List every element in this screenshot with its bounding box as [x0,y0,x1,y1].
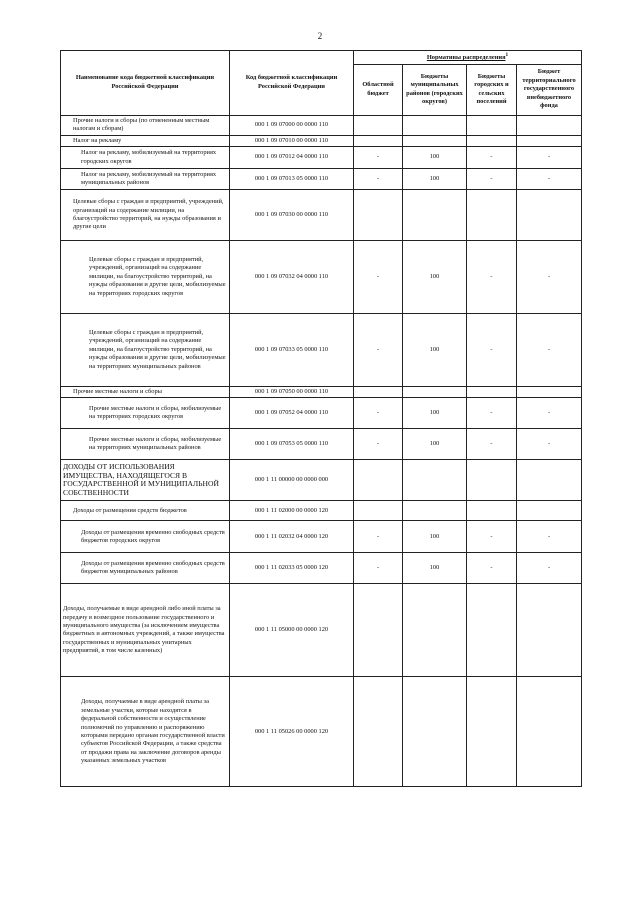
table-row [61,147,582,169]
row-name: Доходы от размещения временно свободных средств бюджетов муниципальных районов [61,553,230,584]
table-row [61,135,582,146]
row-code: 000 1 11 02033 05 0000 120 [230,553,354,584]
row-name: Налог на рекламу [61,135,230,146]
row-settlements: - [467,553,517,584]
row-name: Доходы от размещения средств бюджетов [61,501,230,521]
table-row [61,501,582,521]
row-settlements [467,190,517,241]
row-settlements: - [467,521,517,553]
row-code: 000 1 11 05026 00 0000 120 [230,677,354,787]
row-fund: - [517,398,582,429]
row-code: 000 1 09 07013 05 0000 110 [230,169,354,190]
table-row [61,387,582,398]
row-fund [517,584,582,677]
row-settlements [467,501,517,521]
row-code: 000 1 09 07052 04 0000 110 [230,398,354,429]
row-settlements: - [467,314,517,387]
row-regional [354,135,403,146]
page-number: 2 [317,31,323,41]
row-regional: - [354,169,403,190]
row-municipal: 100 [403,398,467,429]
table-row [61,429,582,460]
row-fund [517,115,582,135]
row-name: Доходы, получаемые в виде арендной либо иной платы за передачу в возмездное пользование государственного и муниципального имущества (за исключением имущества бюджетных и автономных учреждений, а также имущества государственных и муниципальных унитарных предприятий, в том числе казенных) [61,584,230,677]
row-name: Целевые сборы с граждан и предприятий, учреждений, организаций на содержание милиции, на благоустройство территорий, на нужды образования и другие цели, мобилизуемые на территориях муниципальных районов [61,314,230,387]
row-code: 000 1 09 07012 04 0000 110 [230,147,354,169]
row-name: Доходы, получаемые в виде арендной платы за земельные участки, которые находятся в федеральной собственности и осуществление полномочий по управлению и распоряжению которыми передано органам государственной власти субъектов Российской Федерации, а также средства от продажи права на заключение договоров аренды указанных земельных участков [61,677,230,787]
row-regional: - [354,521,403,553]
row-fund [517,387,582,398]
row-regional: - [354,314,403,387]
row-regional [354,190,403,241]
table-row [61,521,582,553]
row-code: 000 1 11 02000 00 0000 120 [230,501,354,521]
row-settlements [467,135,517,146]
row-name: Целевые сборы с граждан и предприятий, учреждений, организаций на содержание милиции, на благоустройство территорий, на нужды образования и другие цели, мобилизуемые на территориях городских округов [61,241,230,314]
row-municipal: 100 [403,314,467,387]
row-name: Целевые сборы с граждан и предприятий, учреждений, организаций на содержание милиции, на благоустройство территорий, на нужды образования и другие цели [61,190,230,241]
row-municipal [403,135,467,146]
header-norms [354,51,582,65]
row-fund: - [517,521,582,553]
row-name: Прочие налоги и сборы (по отмененным местным налогам и сборам) [61,115,230,135]
row-regional [354,584,403,677]
row-regional [354,501,403,521]
header-municipal: Бюджеты муниципальных районов (городских округов) [403,64,467,115]
row-settlements: - [467,429,517,460]
row-municipal: 100 [403,147,467,169]
row-name: Налог на рекламу, мобилизуемый на территориях городских округов [61,147,230,169]
row-fund: - [517,553,582,584]
row-municipal: 100 [403,521,467,553]
header-code: Код бюджетной классификации Российской Федерации [230,51,354,116]
row-code: 000 1 09 07032 04 0000 110 [230,241,354,314]
row-regional: - [354,398,403,429]
row-regional [354,387,403,398]
row-municipal: 100 [403,169,467,190]
row-code: 000 1 09 07010 00 0000 110 [230,135,354,146]
row-municipal [403,115,467,135]
row-regional [354,677,403,787]
table-row [61,677,582,787]
row-settlements: - [467,398,517,429]
row-name: Прочие местные налоги и сборы, мобилизуемые на территориях муниципальных районов [61,429,230,460]
table-row [61,190,582,241]
row-regional [354,115,403,135]
table-row [61,169,582,190]
row-code: 000 1 11 05000 00 0000 120 [230,584,354,677]
row-settlements [467,677,517,787]
row-fund [517,460,582,501]
row-fund [517,135,582,146]
row-fund: - [517,241,582,314]
row-municipal: 100 [403,429,467,460]
row-settlements [467,387,517,398]
header-settlements: Бюджеты городских и сельских поселений [467,64,517,115]
row-settlements [467,460,517,501]
table-row [61,115,582,135]
row-code: 000 1 09 07030 00 0000 110 [230,190,354,241]
row-settlements: - [467,147,517,169]
header-norms-label: Нормативы распределения [426,54,506,62]
row-name: Налог на рекламу, мобилизуемый на территориях муниципальных районов [61,169,230,190]
row-name: Прочие местные налоги и сборы [61,387,230,398]
row-code: 000 1 09 07050 00 0000 110 [230,387,354,398]
row-fund [517,501,582,521]
row-regional: - [354,241,403,314]
row-name: Доходы от размещения временно свободных средств бюджетов городских округов [61,521,230,553]
row-settlements: - [467,169,517,190]
row-settlements: - [467,241,517,314]
row-name: ДОХОДЫ ОТ ИСПОЛЬЗОВАНИЯ ИМУЩЕСТВА, НАХОДЯЩЕГОСЯ В ГОСУДАРСТВЕННОЙ И МУНИЦИПАЛЬНОЙ СОБСТВЕННОСТИ [61,460,230,501]
header-regional: Областной бюджет [354,64,403,115]
row-fund: - [517,147,582,169]
row-municipal [403,584,467,677]
table-row [61,398,582,429]
row-municipal: 100 [403,241,467,314]
row-municipal [403,190,467,241]
table-row [61,314,582,387]
row-code: 000 1 09 07000 00 0000 110 [230,115,354,135]
row-code: 000 1 11 02032 04 0000 120 [230,521,354,553]
row-municipal [403,460,467,501]
row-code: 000 1 09 07033 05 0000 110 [230,314,354,387]
budget-classification-table [60,50,582,787]
row-municipal [403,501,467,521]
header-norms-footnote: 1 [505,52,509,58]
table-row [61,241,582,314]
row-settlements [467,115,517,135]
row-fund: - [517,314,582,387]
row-code: 000 1 09 07053 05 0000 110 [230,429,354,460]
row-settlements [467,584,517,677]
table-row [61,553,582,584]
row-municipal [403,387,467,398]
row-name: Прочие местные налоги и сборы, мобилизуемые на территориях городских округов [61,398,230,429]
row-fund: - [517,429,582,460]
row-fund [517,677,582,787]
row-regional: - [354,553,403,584]
row-regional: - [354,147,403,169]
row-fund: - [517,169,582,190]
row-municipal [403,677,467,787]
table-row [61,460,582,501]
header-fund: Бюджет территориального государственного внебюджетного фонда [517,64,582,115]
row-municipal: 100 [403,553,467,584]
row-code: 000 1 11 00000 00 0000 000 [230,460,354,501]
row-regional: - [354,429,403,460]
row-regional [354,460,403,501]
header-name: Наименование кода бюджетной классификации Российской Федерации [61,51,230,116]
table-row [61,584,582,677]
row-fund [517,190,582,241]
